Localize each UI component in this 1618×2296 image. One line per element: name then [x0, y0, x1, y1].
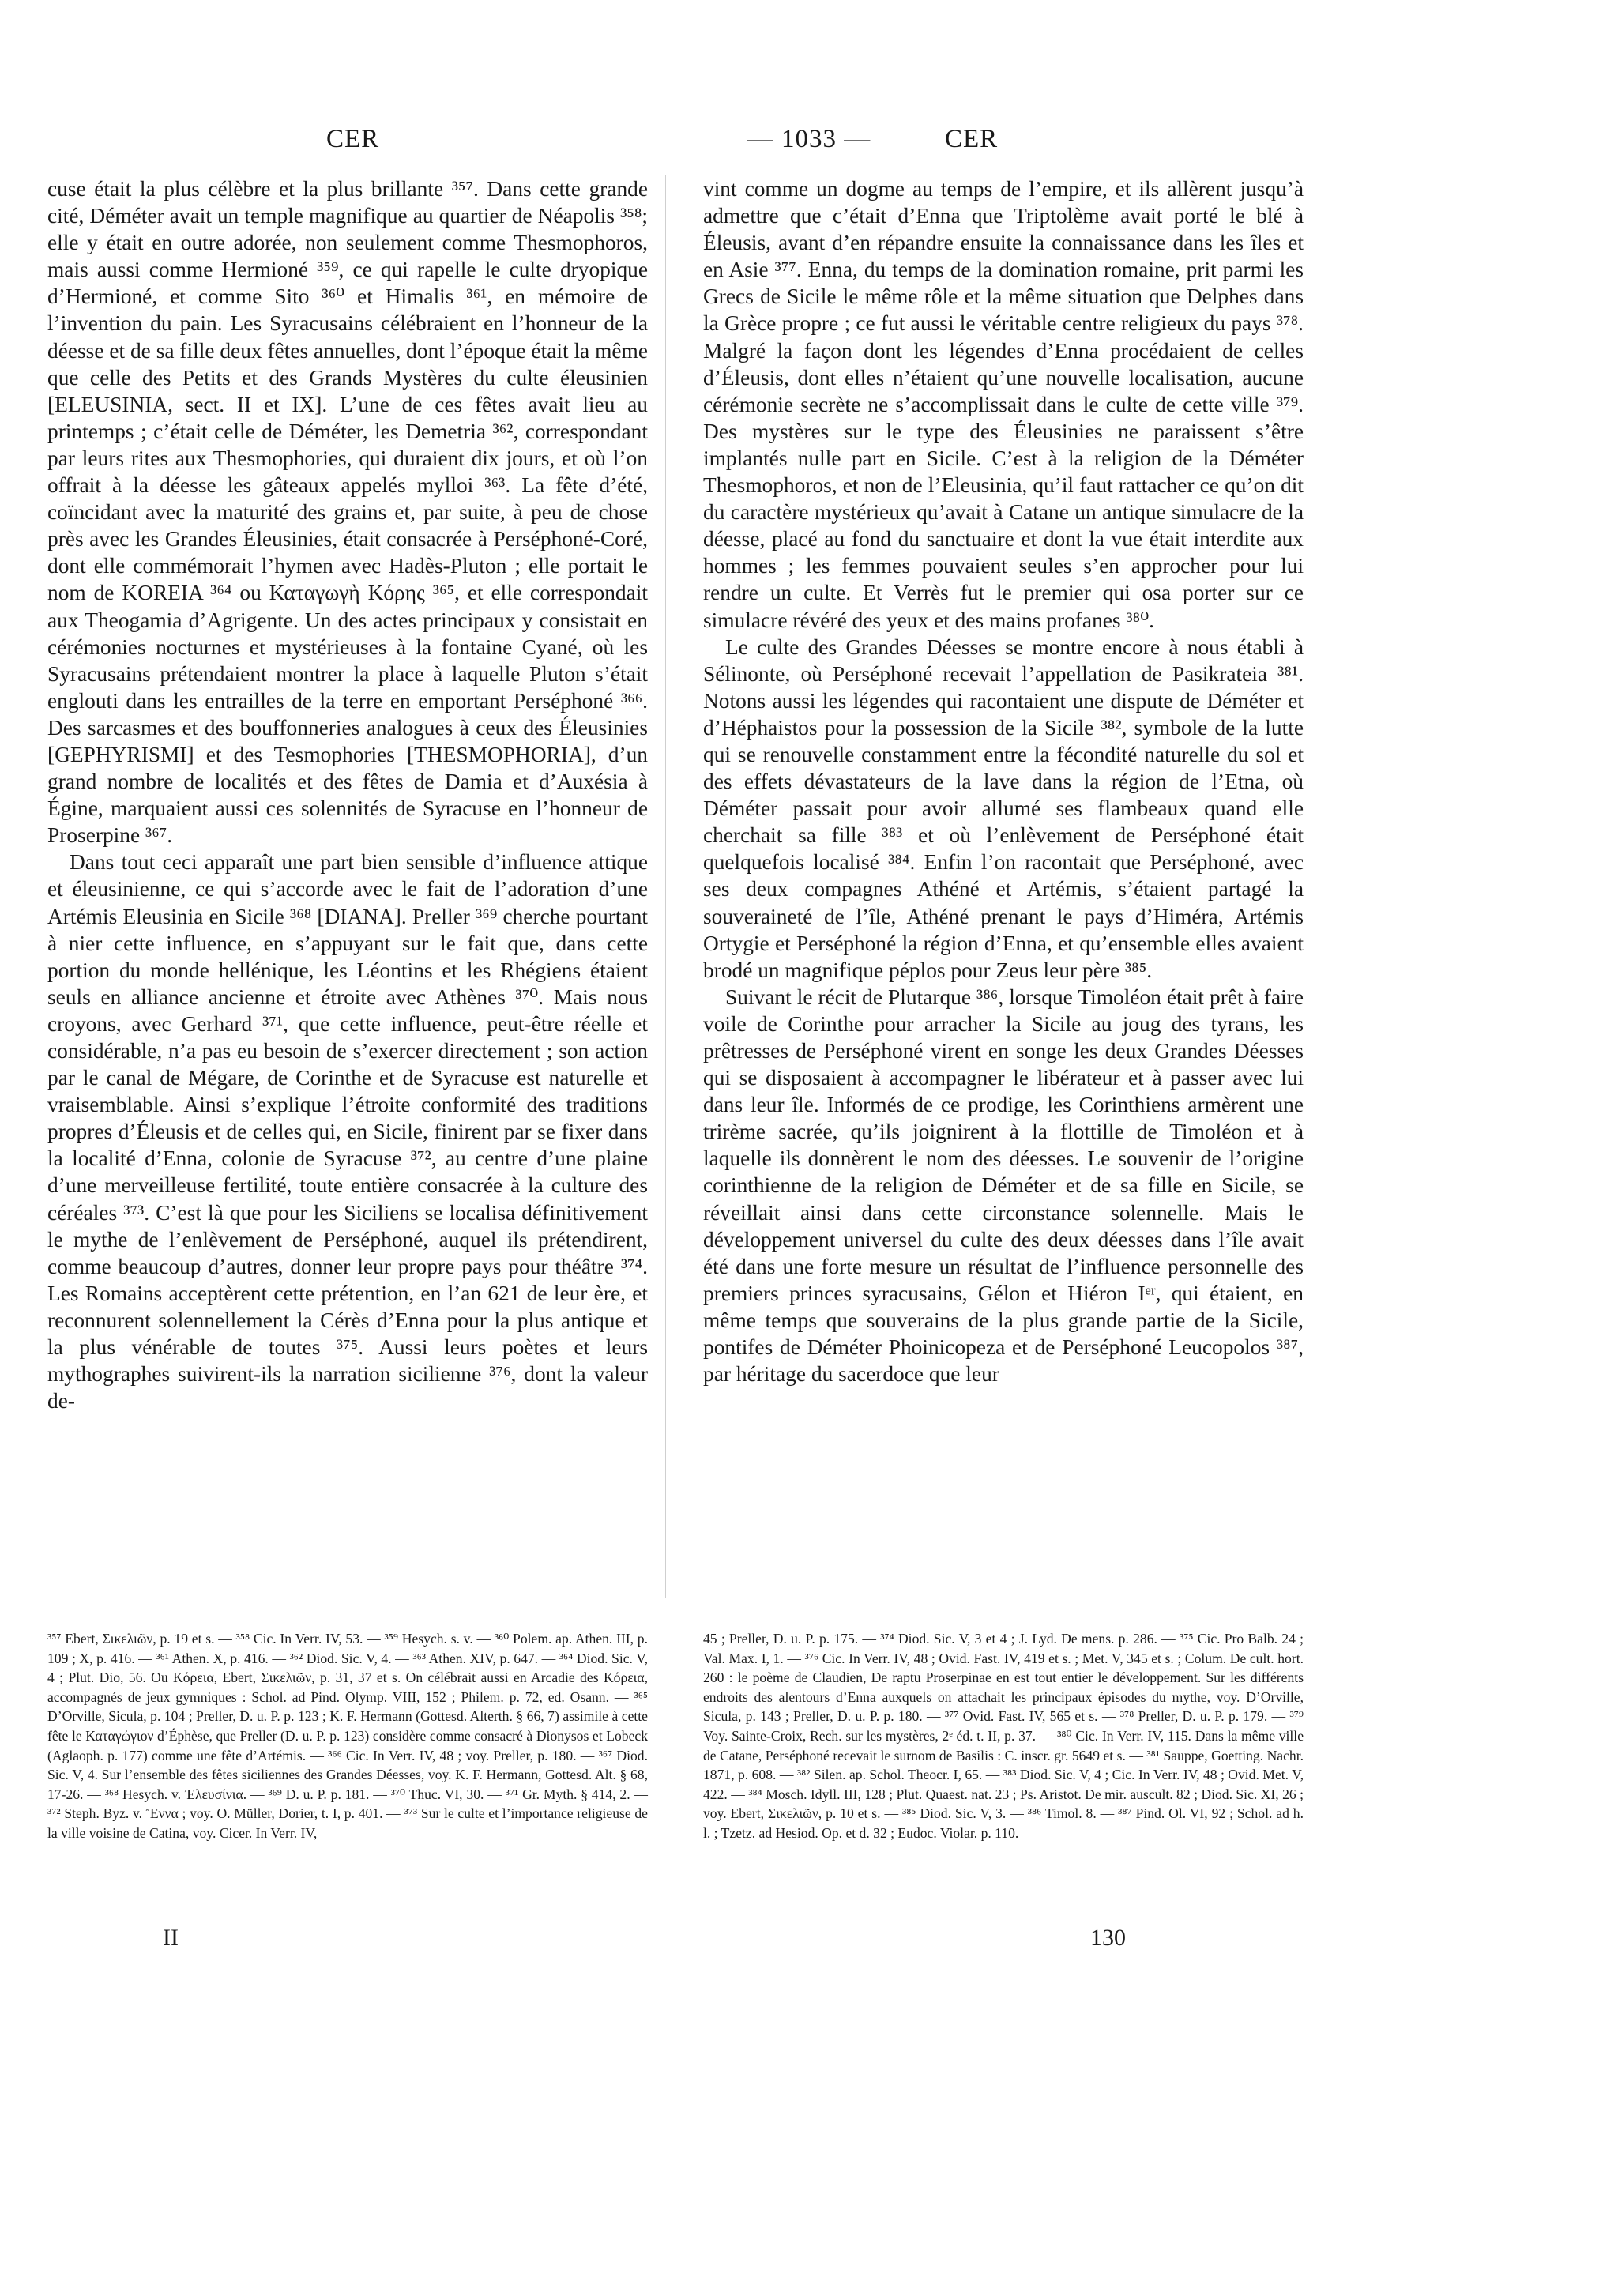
column-divider [665, 175, 666, 1598]
paragraph: vint comme un dogme au temps de l’empire, et ils allèrent jusqu’à admettre que c’était d’Enna que Triptolème avait porté le blé à Éleusis, avant d’en répandre ensuite la connaissance dans les îles et en Asie ³⁷⁷. Enna, du temps de la domination romaine, prit parmi les Grecs de Sicile le même rôle et la même situation que Delphes dans la Grèce propre ; ce fut aussi le véritable centre religieux du pays ³⁷⁸. Malgré la façon dont les légendes d’Enna procédaient de celles d’Éleusis, dont elles n’étaient qu’une nouvelle localisation, aucune cérémonie secrète ne s’accomplissait dans le culte de cette ville ³⁷⁹. Des mystères sur le type des Éleusinies ne paraissent s’être implantés nulle part en Sicile. C’est à la religion de la Déméter Thesmophoros, et non de l’Eleusinia, qu’il faut rattacher ce qu’on dit du caractère mystérieux qu’avait à Catane un antique simulacre de la déesse, placé au fond du sanctuaire et dont la vue était interdite aux hommes ; les femmes pouvaient seules s’en approcher pour lui rendre un culte. Et Verrès fut le premier qui osa porter sur ce simulacre révéré des yeux et des mains profanes ³⁸⁰. [703, 177, 1304, 632]
running-head-right: CER [945, 125, 999, 153]
signature-mark-right: 130 [1090, 1925, 1126, 1951]
page-number: — 1033 — [747, 125, 871, 153]
paragraph: Suivant le récit de Plutarque ³⁸⁶, lorsque Timoléon était prêt à faire voile de Corinthe pour arracher la Sicile au joug des tyrans, les prêtresses de Perséphoné virent en songe les deux Grandes Déesses qui se disposaient à accompagner le libérateur et à passer avec lui dans leur île. Informés de ce prodige, les Corinthiens armèrent une trirème sacrée, qu’ils joignirent à la flottille de Timoléon et à laquelle ils donnèrent le nom des déesses. Le souvenir de l’origine corinthienne de la religion de Déméter et de sa fille en Sicile, se réveillait ainsi dans cette circonstance solennelle. Mais le développement universel du culte des deux déesses dans l’île avait été dans une forte mesure un résultat de l’influence personnelle des premiers princes syracusains, Gélon et Hiéron Iᵉʳ, qui étaient, en même temps que souverains de la plus grande partie de la Sicile, pontifes de Déméter Phoinicopeza et de Perséphoné Leucopolos ³⁸⁷, par héritage du sacerdoce que leur [703, 984, 1304, 1387]
footnotes-left: ³⁵⁷ Ebert, Σικελιῶν, p. 19 et s. — ³⁵⁸ Cic. In Verr. IV, 53. — ³⁵⁹ Hesych. s. v. — ³⁶⁰ Polem. ap. Athen. III, p. 109 ; X, p. 416. — ³⁶¹ Athen. X, p. 416. — ³⁶² Diod. Sic. V, 4. — ³⁶³ Athen. XIV, p. 647. — ³⁶⁴ Diod. Sic. V, 4 ; Plut. Dio, 56. Ou Κόρεια, Ebert, Σικελιῶν, p. 31, 37 et s. On célébrait aussi en Arcadie des Κόρεια, accompagnés de jeux gymniques : Schol. ad Pind. Olymp. VIII, 152 ; Philem. p. 72, ed. Osann. — ³⁶⁵ D’Orville, Sicula, p. 104 ; Preller, D. u. P. p. 123 ; K. F. Hermann (Gottesd. Alterth. § 66, 7) assimile à cette fête le Καταγώγιον d’Éphèse, que Preller (D. u. P. p. 123) considère comme consacré à Dionysos et Lobeck (Aglaoph. p. 177) comme une fête d’Artémis. — ³⁶⁶ Cic. In Verr. IV, 48 ; voy. Preller, p. 180. — ³⁶⁷ Diod. Sic. V, 4. Sur l’ensemble des fêtes siciliennes des Grandes Déesses, voy. K. F. Hermann, Gottesd. Alt. § 68, 17-26. — ³⁶⁸ Hesych. v. Ἐλευσίνια. — ³⁶⁹ D. u. P. p. 181. — ³⁷⁰ Thuc. VI, 30. — ³⁷¹ Gr. Myth. § 414, 2. — ³⁷² Steph. Byz. v. Ἔννα ; voy. O. Müller, Dorier, t. I, p. 401. — ³⁷³ Sur le culte et l’importance religieuse de la ville voisine de Catina, voy. Cicer. In Verr. IV, [47, 1631, 648, 1841]
footnotes-right: 45 ; Preller, D. u. P. p. 175. — ³⁷⁴ Diod. Sic. V, 3 et 4 ; J. Lyd. De mens. p. 286. — ³⁷⁵ Cic. Pro Balb. 24 ; Val. Max. I, 1. — ³⁷⁶ Cic. In Verr. IV, 48 ; Ovid. Fast. IV, 419 et s. ; Met. V, 345 et s. ; Colum. De cult. hort. 260 : le poème de Claudien, De raptu Proserpinae en est tout entier le développement. Sur les différents endroits des alentours d’Enna auxquels on attachait les principaux épisodes du mythe, voy. D’Orville, Sicula, p. 143 ; Preller, D. u. P. p. 180. — ³⁷⁷ Ovid. Fast. IV, 565 et s. — ³⁷⁸ Preller, D. u. P. p. 179. — ³⁷⁹ Voy. Sainte-Croix, Rech. sur les mystères, 2ᵉ éd. t. II, p. 37. — ³⁸⁰ Cic. In Verr. IV, 115. Dans la même ville de Catane, Perséphoné recevait le surnom de Basilis : C. inscr. gr. 5649 et s. — ³⁸¹ Sauppe, Goetting. Nachr. 1871, p. 608. — ³⁸² Silen. ap. Schol. Theocr. I, 65. — ³⁸³ Diod. Sic. V, 4 ; Cic. In Verr. IV, 48 ; Ovid. Met. V, 422. — ³⁸⁴ Mosch. Idyll. III, 128 ; Plut. Quaest. nat. 23 ; Ps. Aristot. De mir. auscult. 82 ; Diod. Sic. XI, 26 ; voy. Ebert, Σικελιῶν, p. 10 et s. — ³⁸⁵ Diod. Sic. V, 3. — ³⁸⁶ Timol. 8. — ³⁸⁷ Pind. Ol. VI, 92 ; Schol. ad h. l. ; Tzetz. ad Hesiod. Op. et d. 32 ; Eudoc. Violar. p. 110. [703, 1631, 1304, 1841]
signature-mark-left: II [163, 1925, 179, 1951]
right-column [703, 175, 1304, 1387]
running-head-left: CER [326, 125, 380, 153]
paragraph: cuse était la plus célèbre et la plus brillante ³⁵⁷. Dans cette grande cité, Déméter avait un temple magnifique au quartier de Néapolis ³⁵⁸; elle y était en outre adorée, non seulement comme Thesmophoros, mais aussi comme Hermioné ³⁵⁹, ce qui rapelle le culte dryopique d’Hermioné, et comme Sito ³⁶⁰ et Himalis ³⁶¹, en mémoire de l’invention du pain. Les Syracusains célébraient en l’honneur de la déesse et de sa fille deux fêtes annuelles, dont l’époque était la même que celle des Petits et des Grands Mystères du culte éleusinien [ELEUSINIA, sect. II et IX]. L’une de ces fêtes avait lieu au printemps ; c’était celle de Déméter, les Demetria ³⁶², correspondant par leurs rites aux Thesmophories, qui duraient dix jours, et où l’on offrait à la déesse les gâteaux appelés mylloi ³⁶³. La fête d’été, coïncidant avec la maturité des grains et, par suite, à peu de chose près avec les Grandes Éleusinies, était consacrée à Perséphoné-Coré, dont elle commémorait l’hymen avec Hadès-Pluton ; elle portait le nom de KOREIA ³⁶⁴ ou Καταγωγὴ Κόρης ³⁶⁵, et elle correspondait aux Theogamia d’Agrigente. Un des actes principaux y consistait en cérémonies nocturnes et mystérieuses à la fontaine Cyané, où les Syracusains prétendaient montrer la place à laquelle Pluton s’était englouti dans les entrailles de la terre en emportant Perséphoné ³⁶⁶. Des sarcasmes et des bouffonneries analogues à ceux des Éleusinies [GEPHYRISMI] et des Tesmophories [THESMOPHORIA], d’un grand nombre de localités et des fêtes de Damia et d’Auxésia à Égine, marquaient aussi ces solennités de Syracuse en l’honneur de Proserpine ³⁶⁷. [47, 177, 648, 848]
left-column [47, 175, 648, 1414]
paragraph: Le culte des Grandes Déesses se montre encore à nous établi à Sélinonte, où Perséphoné recevait l’appellation de Pasikrateia ³⁸¹. Notons aussi les légendes qui racontaient une dispute de Déméter et d’Héphaistos pour la possession de la Sicile ³⁸², symbole de la lutte qui se renouvelle constamment entre la fécondité naturelle du sol et des effets dévastateurs de la lave dans la région de l’Etna, où Déméter passait pour avoir allumé ses flambeaux quand elle cherchait sa fille ³⁸³ et où l’enlèvement de Perséphoné était quelquefois localisé ³⁸⁴. Enfin l’on racontait que Perséphoné, avec ses deux compagnes Athéné et Artémis, s’étaient partagé la souveraineté de l’île, Athéné prenant le pays d’Himéra, Artémis Ortygie et Perséphoné la région d’Enna, et qu’ensemble elles avaient brodé un magnifique péplos pour Zeus leur père ³⁸⁵. [703, 634, 1304, 982]
paragraph: Dans tout ceci apparaît une part bien sensible d’influence attique et éleusinienne, ce qui s’accorde avec le fait de l’adoration d’une Artémis Eleusinia en Sicile ³⁶⁸ [DIANA]. Preller ³⁶⁹ cherche pourtant à nier cette influence, en s’appuyant sur le fait que, dans cette portion du monde hellénique, les Léontins et les Rhégiens étaient seuls en alliance ancienne et étroite avec Athènes ³⁷⁰. Mais nous croyons, avec Gerhard ³⁷¹, que cette influence, peut-être réelle et considérable, n’a pas eu besoin de s’exercer directement ; son action par le canal de Mégare, de Corinthe et de Syracuse est naturelle et vraisemblable. Ainsi s’explique l’étroite conformité des traditions propres d’Éleusis et de celles qui, en Sicile, finirent par se fixer dans la localité d’Enna, colonie de Syracuse ³⁷², au centre d’une plaine d’une merveilleuse fertilité, toute entière consacrée à la culture des céréales ³⁷³. C’est là que pour les Siciliens se localisa définitivement le mythe de l’enlèvement de Perséphoné, auquel ils prétendirent, comme beaucoup d’autres, donner leur propre pays pour théâtre ³⁷⁴. Les Romains acceptèrent cette prétention, en l’an 621 de leur ère, et reconnurent solennellement la Cérès d’Enna pour la plus antique et la plus vénérable de toutes ³⁷⁵. Aussi leurs poètes et leurs mythographes suivirent-ils la narration sicilienne ³⁷⁶, dont la valeur de- [47, 850, 648, 1413]
